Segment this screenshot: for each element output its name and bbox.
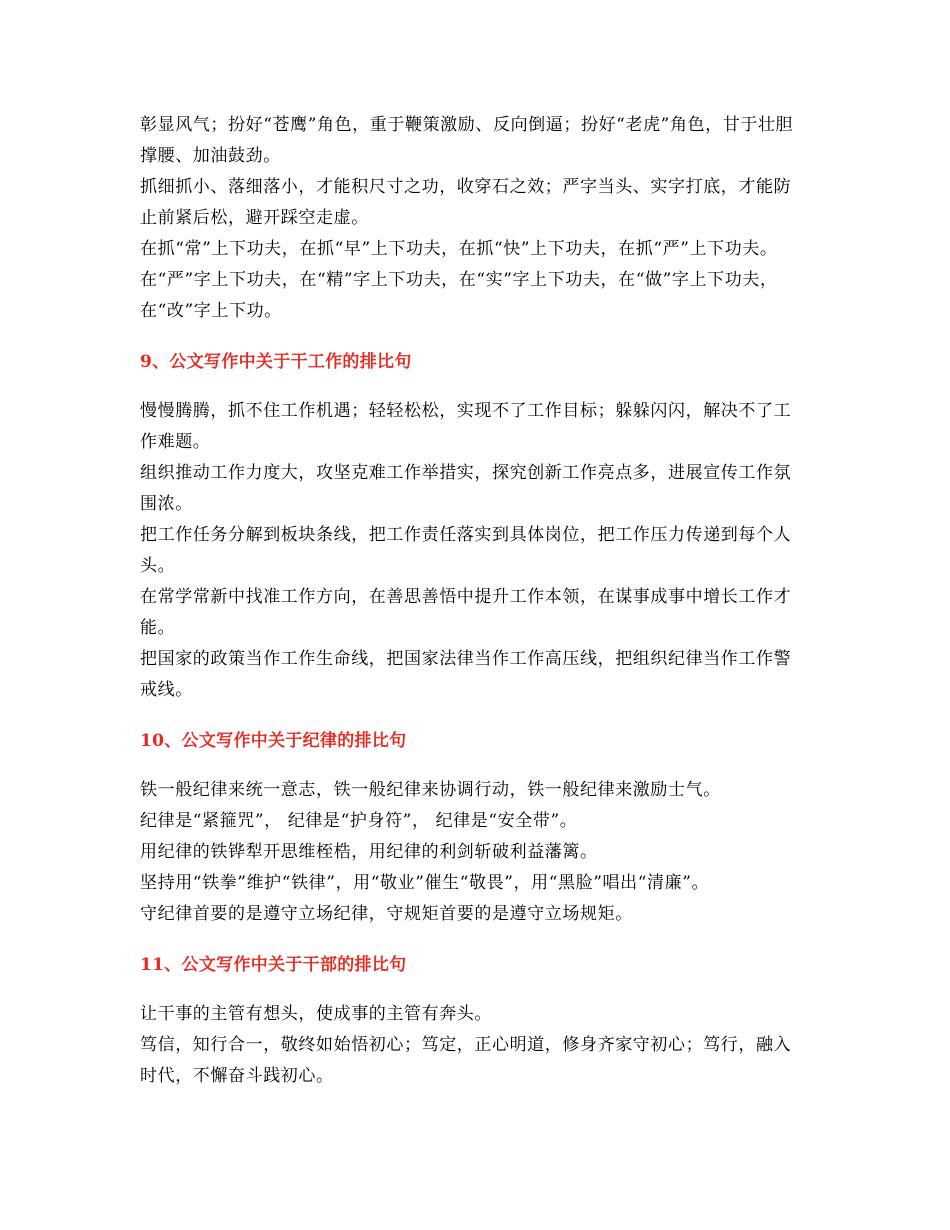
- paragraph: 把工作任务分解到板块条线，把工作责任落实到具体岗位，把工作压力传递到每个人头。: [140, 525, 792, 576]
- section-11-body: [140, 999, 805, 1092]
- section-heading-11: 11、公文写作中关于干部的排比句: [140, 955, 407, 975]
- paragraph: 在常学常新中找准工作方向，在善思善悟中提升工作本领，在谋事成事中增长工作才能。: [140, 587, 792, 638]
- paragraph: 彰显风气；扮好“苍鹰”角色，重于鞭策激励、反向倒逼；扮好“老虎”角色，甘于壮胆撑腰、加油鼓劲。: [140, 115, 794, 166]
- paragraph: 坚持用“铁拳”维护“铁律”，用“敬业”催生“敬畏”，用“黑脸”唱出“清廉”。: [140, 873, 710, 893]
- paragraph: 铁一般纪律来统一意志，铁一般纪律来协调行动，铁一般纪律来激励士气。: [140, 780, 721, 800]
- paragraph: 笃信，知行合一，敬终如始悟初心；笃定，正心明道，修身齐家守初心；笃行，融入时代，不懈奋斗践初心。: [140, 1035, 792, 1086]
- document-page: [140, 110, 805, 1092]
- paragraph: 组织推动工作力度大，攻坚克难工作举措实，探究创新工作亮点多，进展宣传工作氛围浓。: [140, 463, 792, 514]
- paragraph: 在“严”字上下功夫，在“精”字上下功夫，在“实”字上下功夫，在“做”字上下功夫，在“改”字上下功。: [140, 270, 778, 321]
- paragraph: 用纪律的铁铧犁开思维桎梏，用纪律的利剑斩破利益藩篱。: [140, 842, 598, 862]
- paragraph: 慢慢腾腾，抓不住工作机遇；轻轻松松，实现不了工作目标；躲躲闪闪，解决不了工作难题。: [140, 401, 792, 452]
- paragraph: 守纪律首要的是遵守立场纪律，守规矩首要的是遵守立场规矩。: [140, 904, 633, 924]
- paragraph: 在抓“常”上下功夫，在抓“早”上下功夫，在抓“快”上下功夫，在抓“严”上下功夫。: [140, 239, 778, 259]
- paragraph: 把国家的政策当作工作生命线，把国家法律当作工作高压线，把组织纪律当作工作警戒线。: [140, 649, 792, 700]
- section-heading-10: 10、公文写作中关于纪律的排比句: [140, 731, 407, 751]
- paragraph: 纪律是“紧箍咒”， 纪律是“护身符”， 纪律是“安全带”。: [140, 811, 578, 831]
- paragraph: 抓细抓小、落细落小，才能积尺寸之功，收穿石之效；严字当头、实字打底，才能防止前紧后松，避开踩空走虚。: [140, 177, 792, 228]
- section-10-body: [140, 775, 805, 930]
- section-9-body: [140, 396, 805, 706]
- paragraph: 让干事的主管有想头，使成事的主管有奔头。: [140, 1004, 492, 1024]
- section-heading-9: 9、公文写作中关于干工作的排比句: [140, 352, 412, 372]
